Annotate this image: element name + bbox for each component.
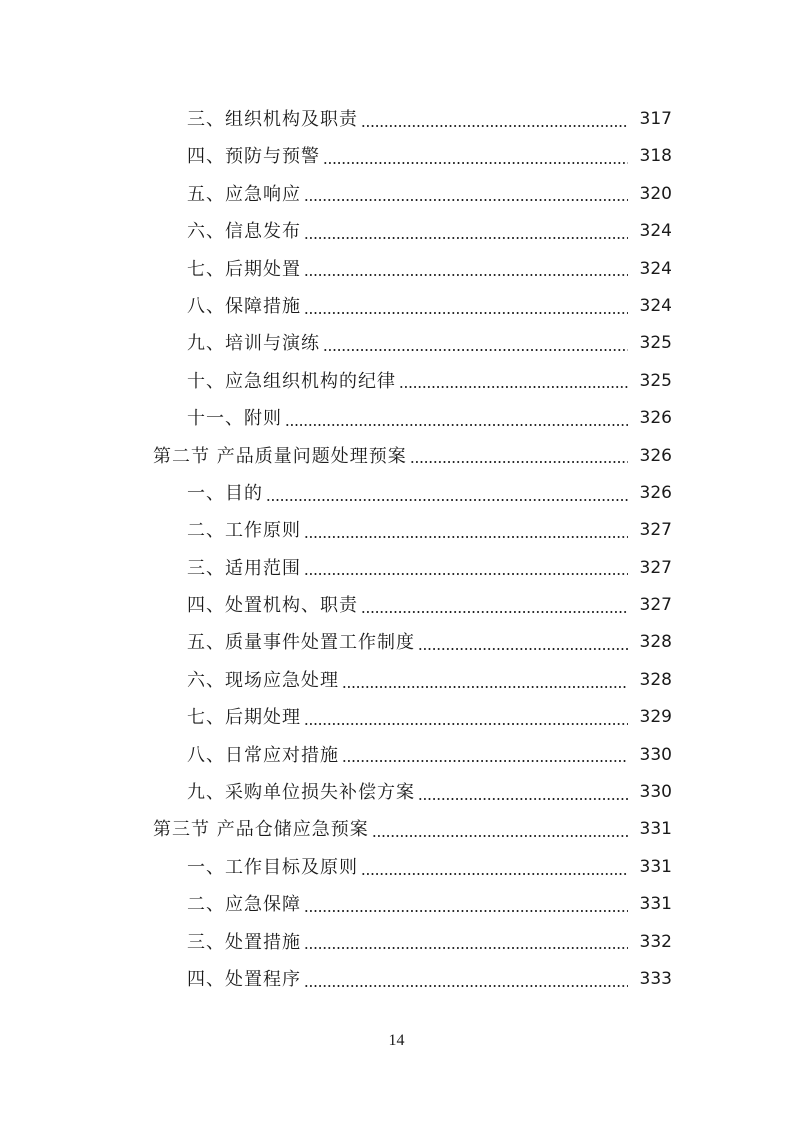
toc-entry-title: 三、适用范围: [187, 557, 301, 579]
dot-leader: [304, 522, 628, 540]
toc-entry[interactable]: [0, 587, 793, 624]
toc-entry-page: 330: [639, 744, 672, 765]
table-of-contents: [0, 101, 793, 998]
dot-leader: [342, 672, 628, 690]
toc-entry-page: 329: [639, 707, 672, 728]
dot-leader: [410, 447, 628, 465]
dot-leader: [323, 335, 628, 353]
toc-entry-title: 第二节 产品质量问题处理预案: [153, 445, 407, 467]
dot-leader: [361, 859, 628, 877]
toc-entry-title: 三、组织机构及职责: [187, 109, 358, 130]
toc-entry-page: 324: [639, 258, 672, 279]
toc-entry[interactable]: [0, 475, 793, 512]
toc-entry-page: 318: [639, 146, 672, 167]
toc-entry-page: 325: [639, 333, 672, 354]
dot-leader: [304, 298, 628, 316]
toc-entry-page: 327: [639, 595, 672, 616]
toc-entry-page: 326: [639, 445, 672, 466]
toc-entry-page: 326: [639, 408, 672, 429]
toc-entry[interactable]: [0, 662, 793, 699]
dot-leader: [304, 896, 628, 914]
toc-entry-title: 九、培训与演练: [187, 333, 320, 355]
toc-entry-page: 324: [639, 295, 672, 316]
toc-entry-page: 317: [639, 109, 672, 129]
toc-entry-page: 327: [639, 520, 672, 541]
toc-entry-page: 324: [639, 221, 672, 242]
toc-entry-title: 七、后期处理: [187, 707, 301, 729]
dot-leader: [342, 746, 628, 764]
dot-leader: [304, 260, 628, 278]
toc-entry-title: 十一、附则: [187, 408, 282, 430]
toc-entry-page: 328: [639, 669, 672, 690]
toc-entry[interactable]: [0, 138, 793, 175]
toc-entry-page: 320: [639, 183, 672, 204]
toc-entry-title: 一、工作目标及原则: [187, 856, 358, 878]
toc-entry[interactable]: [0, 512, 793, 549]
dot-leader: [304, 933, 628, 951]
toc-entry[interactable]: [0, 288, 793, 325]
dot-leader: [266, 485, 628, 503]
toc-entry-page: 328: [639, 632, 672, 653]
dot-leader: [304, 223, 628, 241]
toc-entry-page: 333: [639, 968, 672, 989]
toc-entry[interactable]: [0, 176, 793, 213]
toc-entry-title: 六、信息发布: [187, 221, 301, 243]
toc-entry[interactable]: [0, 213, 793, 250]
dot-leader: [304, 709, 628, 727]
dot-leader: [304, 185, 628, 203]
dot-leader: [304, 971, 628, 989]
toc-entry-page: 330: [639, 782, 672, 803]
toc-section-heading[interactable]: [0, 811, 793, 848]
toc-entry[interactable]: [0, 400, 793, 437]
toc-entry-title: 五、应急响应: [187, 183, 301, 205]
toc-entry[interactable]: [0, 101, 793, 138]
toc-entry[interactable]: [0, 251, 793, 288]
toc-entry-page: 332: [639, 931, 672, 952]
toc-entry[interactable]: [0, 961, 793, 998]
toc-entry-page: 331: [639, 819, 672, 840]
dot-leader: [361, 111, 628, 129]
toc-entry-title: 四、处置机构、职责: [187, 595, 358, 617]
toc-entry-title: 八、日常应对措施: [187, 744, 339, 766]
page-number: 14: [388, 1032, 405, 1049]
toc-entry-page: 331: [639, 856, 672, 877]
toc-entry[interactable]: [0, 774, 793, 811]
dot-leader: [285, 410, 628, 428]
toc-entry-page: 327: [639, 557, 672, 578]
toc-section-heading[interactable]: [0, 438, 793, 475]
toc-entry[interactable]: [0, 550, 793, 587]
toc-entry-title: 二、应急保障: [187, 894, 301, 916]
toc-entry-title: 十、应急组织机构的纪律: [187, 370, 396, 392]
toc-entry[interactable]: [0, 737, 793, 774]
dot-leader: [304, 559, 628, 577]
toc-entry[interactable]: [0, 886, 793, 923]
dot-leader: [399, 372, 628, 390]
toc-entry-title: 八、保障措施: [187, 295, 301, 317]
toc-entry-title: 一、目的: [187, 482, 263, 504]
toc-entry-title: 四、处置程序: [187, 968, 301, 990]
toc-entry-title: 六、现场应急处理: [187, 669, 339, 691]
dot-leader: [418, 784, 628, 802]
dot-leader: [418, 634, 628, 652]
dot-leader: [361, 597, 628, 615]
toc-entry-title: 五、质量事件处置工作制度: [187, 632, 415, 654]
toc-entry[interactable]: [0, 325, 793, 362]
toc-entry[interactable]: [0, 363, 793, 400]
toc-entry-title: 第三节 产品仓储应急预案: [153, 819, 369, 841]
toc-entry[interactable]: [0, 624, 793, 661]
toc-entry-title: 七、后期处置: [187, 258, 301, 280]
toc-entry-title: 二、工作原则: [187, 520, 301, 542]
toc-entry-page: 326: [639, 482, 672, 503]
toc-entry[interactable]: [0, 849, 793, 886]
toc-entry[interactable]: [0, 924, 793, 961]
toc-entry-title: 四、预防与预警: [187, 146, 320, 168]
toc-entry-page: 325: [639, 370, 672, 391]
dot-leader: [323, 148, 628, 166]
toc-entry-title: 九、采购单位损失补偿方案: [187, 782, 415, 804]
dot-leader: [372, 821, 628, 839]
toc-entry[interactable]: [0, 699, 793, 736]
toc-entry-title: 三、处置措施: [187, 931, 301, 953]
toc-entry-page: 331: [639, 894, 672, 915]
